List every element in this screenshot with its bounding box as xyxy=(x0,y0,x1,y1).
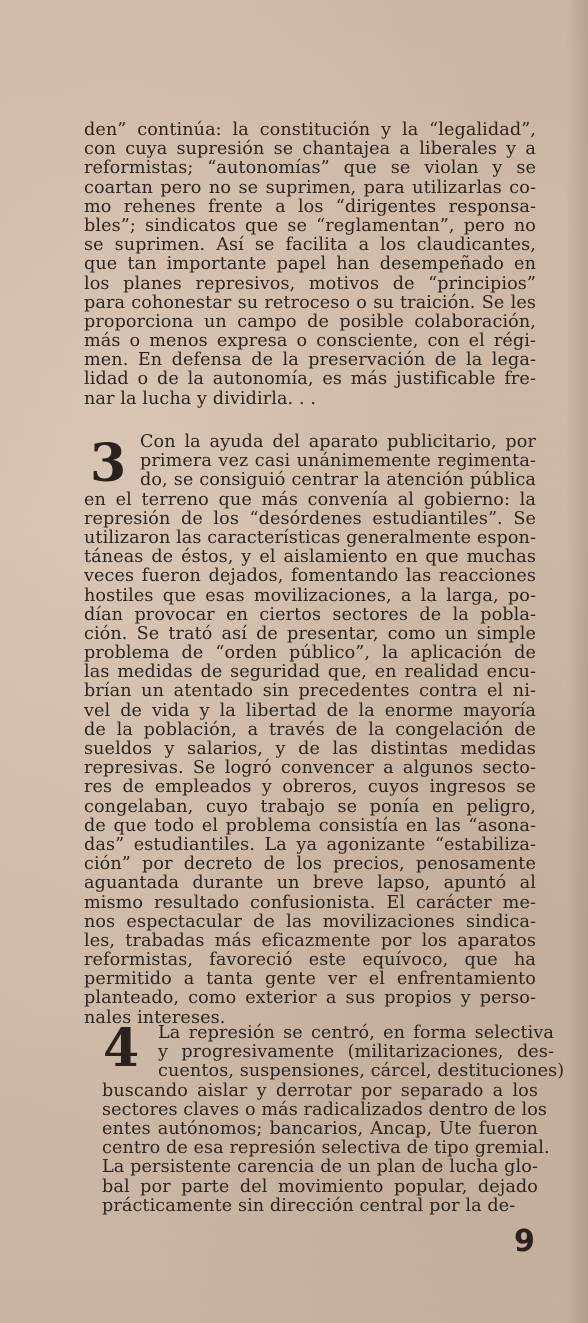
text-line: den” continúa: la constitución y la “legalidad”, xyxy=(84,120,536,140)
text-line: nales intereses. xyxy=(84,1007,226,1028)
text-line: ción. Se trató así de presentar, como un simple xyxy=(84,623,536,644)
text-line: represión de los “desórdenes estudiantiles”. Se xyxy=(84,508,536,529)
text-line: lidad o de la autonomía, es más justificable fre- xyxy=(84,369,536,390)
text-line: planteado, como exterior a sus propios y perso- xyxy=(84,988,536,1009)
text-line: de la población, a través de la congelación de xyxy=(84,719,536,740)
text-line: y progresivamente (militarizaciones, des- xyxy=(158,1042,554,1063)
text-line: para cohonestar su retroceso o su traición. Se les xyxy=(84,292,536,313)
text-line: bles”; sindicatos que se “reglamentan”, pero no xyxy=(84,215,536,236)
text-line: reformistas; “autonomías” que se violan y se xyxy=(84,158,536,179)
page-edge-shadow xyxy=(566,0,588,1323)
text-line: men. En defensa de la preservación de la lega- xyxy=(84,350,536,371)
text-line: en el terreno que más convenía al gobierno: la xyxy=(84,489,536,510)
text-line: proporciona un campo de posible colaboración, xyxy=(84,311,536,332)
text-line: represivas. Se logró convencer a algunos secto- xyxy=(84,758,536,779)
text-line: dían provocar en ciertos sectores de la pobla- xyxy=(84,604,536,625)
text-line: los planes represivos, motivos de “principios” xyxy=(84,273,536,294)
text-line: con cuya supresión se chantajea a liberales y a xyxy=(84,139,536,160)
text-line: mo rehenes frente a los “dirigentes responsa- xyxy=(84,196,536,217)
page-number: 9 xyxy=(514,1224,535,1259)
text-line: de que todo el problema consistía en las “asona- xyxy=(84,815,536,836)
text-line: mismo resultado confusionista. El carácter me- xyxy=(84,892,536,913)
text-line: centro de esa represión selectiva de tipo gremial. xyxy=(102,1138,550,1159)
text-line: permitido a tanta gente ver el enfrentamiento xyxy=(84,969,536,990)
text-line: aguantada durante un breve lapso, apuntó al xyxy=(84,873,536,894)
text-line: utilizaron las características generalmente espon- xyxy=(84,527,537,548)
text-line: sectores claves o más radicalizados dentro de los xyxy=(102,1099,548,1120)
text-line: congelaban, cuyo trabajo se ponía en peligro, xyxy=(84,796,536,817)
text-line: veces fueron dejados, fomentando las reacciones xyxy=(84,566,536,587)
text-line: vel de vida y la libertad de la enorme mayoría xyxy=(84,700,536,721)
text-line: se suprimen. Así se facilita a los claudicantes, xyxy=(84,235,536,256)
text-line: nos espectacular de las movilizaciones sindica- xyxy=(84,911,536,932)
text-line: sueldos y salarios, y de las distintas medidas xyxy=(84,739,536,759)
section-4-text xyxy=(102,1018,565,1216)
section-number-4: 4 xyxy=(103,1018,140,1079)
text-line: La persistente carencia de un plan de lucha glo- xyxy=(102,1157,538,1178)
text-line: La represión se centró, en forma selectiva xyxy=(158,1023,554,1043)
text-line: las medidas de seguridad que, en realidad encu- xyxy=(84,662,536,683)
text-line: hostiles que esas movilizaciones, a la larga, po- xyxy=(84,585,536,606)
text-line: reformistas, favoreció este equívoco, que ha xyxy=(84,950,536,971)
text-line: brían un atentado sin precedentes contra el ni- xyxy=(84,681,536,702)
text-line: primera vez casi unánimemente regimenta- xyxy=(140,451,536,472)
text-line: Con la ayuda del aparato publicitario, por xyxy=(140,432,536,452)
text-line: más o menos expresa o consciente, con el régi- xyxy=(84,331,536,352)
paragraph-continued xyxy=(84,121,536,409)
text-line: bal por parte del movimiento popular, dejado xyxy=(102,1176,538,1197)
text-line: que tan importante papel han desempeñado en xyxy=(84,254,536,275)
text-line: problema de “orden público”, la aplicación de xyxy=(84,643,536,664)
section-3-text xyxy=(84,433,536,1028)
text-line: das” estudiantiles. La ya agonizante “estabiliza- xyxy=(84,834,536,855)
text-line: cuentos, suspensiones, cárcel, destituciones) xyxy=(158,1061,565,1082)
text-line: nar la lucha y dividirla. . . xyxy=(84,388,317,409)
text-line: buscando aislar y derrotar por separado a los xyxy=(102,1080,538,1101)
text-line: táneas de éstos, y el aislamiento en que muchas xyxy=(84,547,536,568)
text-line: coartan pero no se suprimen, para utilizarlas co- xyxy=(84,177,536,198)
section-number-3: 3 xyxy=(90,433,127,494)
text-line: prácticamente sin dirección central por la de- xyxy=(102,1195,516,1216)
text-line: do, se consiguió centrar la atención pública xyxy=(140,470,536,491)
text-line: les, trabadas más eficazmente por los aparatos xyxy=(84,930,536,951)
text-line: entes autónomos; bancarios, Ancap, Ute fueron xyxy=(102,1118,538,1139)
text-line: ción” por decreto de los precios, penosamente xyxy=(84,854,536,875)
text-line: res de empleados y obreros, cuyos ingresos se xyxy=(84,777,536,798)
